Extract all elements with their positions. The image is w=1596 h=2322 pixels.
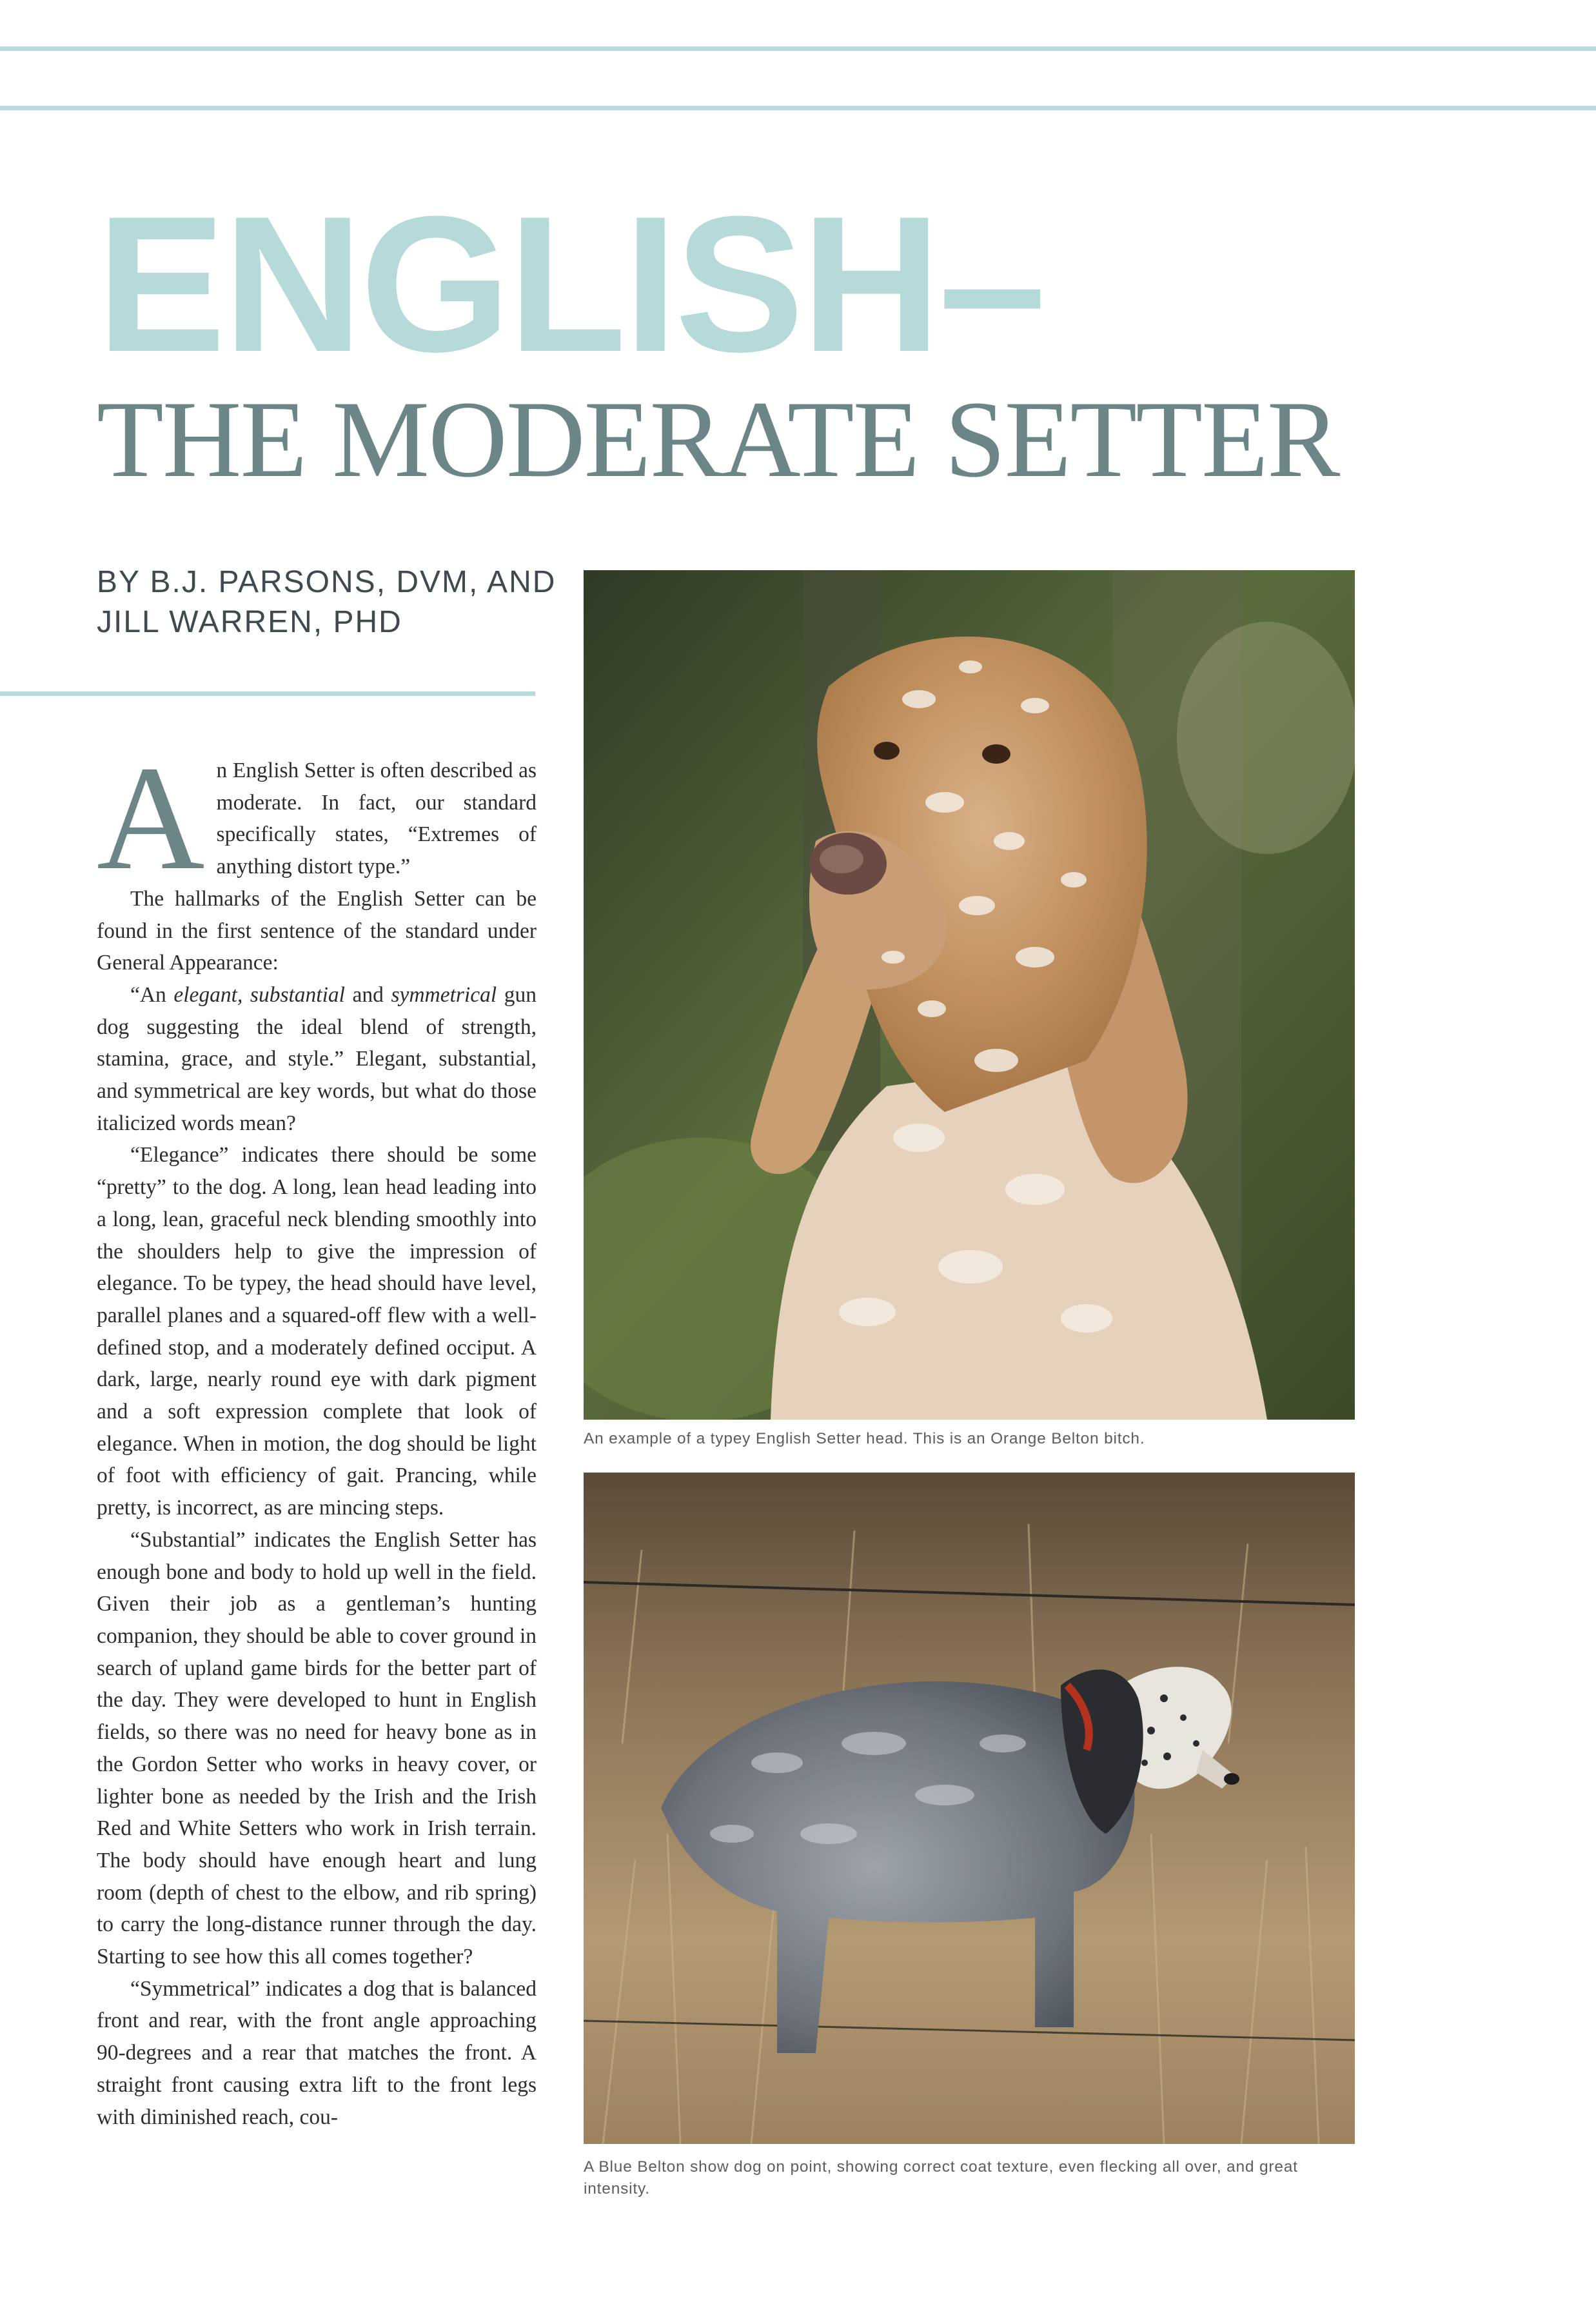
article-paragraph: The hallmarks of the English Setter can be found in the first sentence of the standard under General Appearance: bbox=[97, 886, 537, 975]
article-body bbox=[97, 735, 537, 2133]
byline-rule bbox=[0, 691, 535, 696]
byline-line-1: BY B.J. PARSONS, DVM, AND bbox=[97, 565, 557, 599]
article-paragraph: “Elegance” indicates there should be some “pretty” to the dog. A long, lean head leading into a long, lean, graceful neck blending smoothly into the shoulders help to give the impression of elegance. To be typey, the head should have level, parallel planes and a squared-off flew with a well-defined stop, and a moderately defined occiput. A dark, large, nearly round eye with dark pigment and a soft expression complete that look of elegance. When in motion, the dog should be light of foot with efficiency of gait. Prancing, while pretty, is incorrect, as are mincing steps. bbox=[97, 1143, 537, 1520]
byline-line-2: JILL WARREN, PHD bbox=[97, 605, 402, 639]
article-paragraph: “Substantial” indicates the English Setter has enough bone and body to hold up well in the field. Given their job as a gentleman’s hunting companion, they should be able to cover ground in search of upland game birds for the better part of the day. They were developed to hunt in English fields, so there was no need for heavy bone as in the Gordon Setter who works in heavy cover, or lighter bone as needed by the Irish and the Irish Red and White Setters who work in Irish terrain. The body should have enough heart and lung room (depth of chest to the elbow, and rib spring) to carry the long-distance runner through the day. Starting to see how this all comes together? bbox=[97, 1527, 537, 1969]
article-paragraph bbox=[97, 979, 537, 1140]
article-paragraph: “Symmetrical” indicates a dog that is balanced front and rear, with the front angle approaching 90-degrees and a rear that matches the front. A straight front causing extra lift to the front legs with diminished reach, cou- bbox=[97, 1976, 537, 2129]
blue-belton-setter-photo bbox=[584, 1473, 1355, 2144]
byline bbox=[97, 562, 561, 642]
paragraph-text: gun dog suggesting the ideal blend of strength, stamina, grace, and style.” Elegant, substantial, and symmetrical are key words, but what do those italicized words mean? bbox=[97, 982, 537, 1135]
paragraph-text: and bbox=[344, 982, 391, 1007]
photo-caption: An example of a typey English Setter head. This is an Orange Belton bitch. bbox=[584, 1430, 1145, 1447]
top-rule bbox=[0, 46, 1596, 51]
orange-belton-setter-photo bbox=[584, 570, 1355, 1420]
setter-head-image bbox=[584, 570, 1355, 1420]
paragraph-text: n English Setter is often described as moderate. In fact, our standard specifically states, “Extremes of anything distort type.” bbox=[216, 759, 537, 879]
headline: ENGLISH– bbox=[97, 175, 1044, 392]
paragraph-text: “An bbox=[130, 982, 174, 1007]
subheadline: THE MODERATE SETTER bbox=[97, 379, 1339, 500]
photo-caption: A Blue Belton show dog on point, showing correct coat texture, even flecking all over, and great intensity. bbox=[584, 2158, 1298, 2198]
article-paragraph bbox=[97, 735, 537, 901]
drop-cap: A bbox=[97, 735, 205, 901]
italic-terms: elegant, substantial bbox=[173, 982, 345, 1007]
second-rule bbox=[0, 106, 1596, 110]
setter-on-point-image bbox=[584, 1473, 1355, 2144]
italic-term: symmetrical bbox=[391, 982, 497, 1007]
